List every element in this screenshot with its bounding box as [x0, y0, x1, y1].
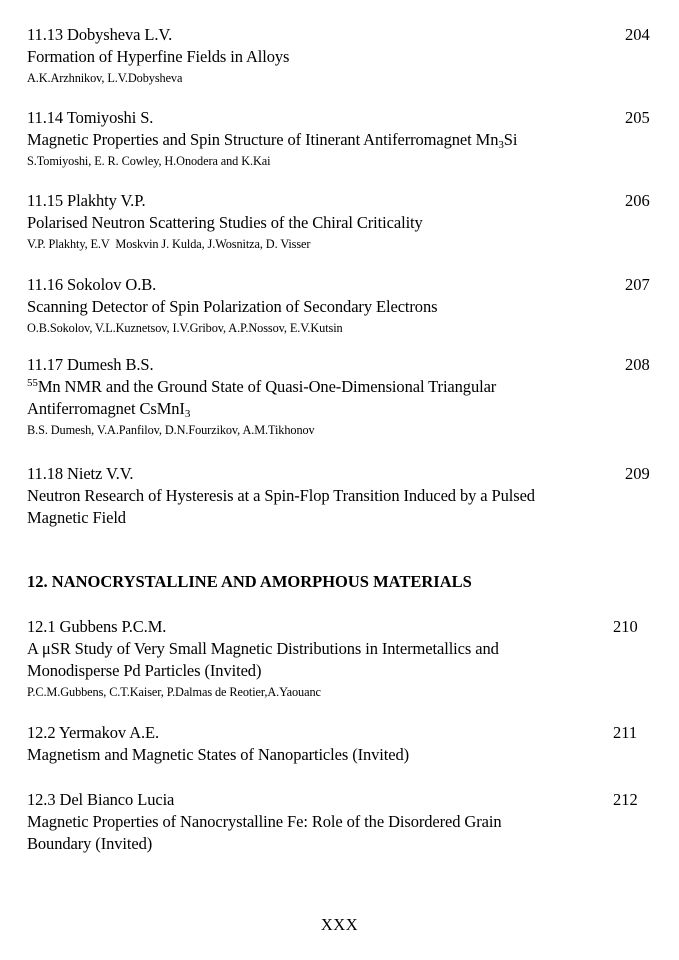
entry-title: Magnetism and Magnetic States of Nanoparticles (Invited): [27, 745, 410, 764]
entry-page-number: 205: [625, 108, 650, 127]
toc-entry-12-2: [27, 722, 657, 766]
toc-entry-11-18: [27, 463, 657, 529]
entry-head: 11.16 Sokolov O.B.: [27, 275, 157, 294]
entry-head: 11.14 Tomiyoshi S.: [27, 108, 154, 127]
entry-title-line2: Boundary (Invited): [27, 834, 153, 853]
toc-entry-11-17: [27, 354, 657, 438]
entry-head: 12.2 Yermakov A.E.: [27, 723, 160, 742]
entry-title: A μSR Study of Very Small Magnetic Distributions in Intermetallics and: [27, 639, 499, 658]
entry-page-number: 211: [613, 723, 638, 742]
toc-entry-11-15: [27, 190, 657, 252]
entry-head: 11.17 Dumesh B.S.: [27, 355, 154, 374]
entry-title-line2: Antiferromagnet CsMnI$_3$: [27, 399, 191, 420]
entry-title-line2: Monodisperse Pd Particles (Invited): [27, 661, 262, 680]
toc-entry-11-14: [27, 107, 657, 169]
section-heading: 12. NANOCRYSTALLINE AND AMORPHOUS MATERIALS: [27, 572, 472, 591]
entry-title: Polarised Neutron Scattering Studies of the Chiral Criticality: [27, 213, 423, 232]
entry-title-line2: Magnetic Field: [27, 508, 126, 527]
toc-entry-11-13: [27, 24, 657, 86]
toc-entry-11-16: [27, 274, 657, 336]
entry-authors: V.P. Plakhty, E.V Moskvin J. Kulda, J.Wosnitza, D. Visser: [27, 237, 311, 251]
entry-title: $^{55}$Mn NMR and the Ground State of Quasi-One-Dimensional Triangular: [27, 377, 497, 396]
entry-authors: P.C.M.Gubbens, C.T.Kaiser, P.Dalmas de Reotier,A.Yaouanc: [27, 685, 321, 699]
entry-authors: S.Tomiyoshi, E. R. Cowley, H.Onodera and K.Kai: [27, 154, 271, 168]
toc-entry-12-3: [27, 789, 657, 855]
entry-authors: B.S. Dumesh, V.A.Panfilov, D.N.Fourzikov, A.M.Tikhonov: [27, 423, 315, 437]
page-footer-number: XXX: [320, 915, 359, 934]
entry-page-number: 210: [613, 617, 638, 636]
entry-authors: A.K.Arzhnikov, L.V.Dobysheva: [27, 71, 183, 85]
entry-page-number: 208: [625, 355, 650, 374]
entry-page-number: 209: [625, 464, 650, 483]
entry-head: 12.1 Gubbens P.C.M.: [27, 617, 167, 636]
entry-title: Formation of Hyperfine Fields in Alloys: [27, 47, 290, 66]
entry-head: 11.18 Nietz V.V.: [27, 464, 134, 483]
entry-page-number: 207: [625, 275, 650, 294]
entry-head: 12.3 Del Bianco Lucia: [27, 790, 175, 809]
entry-page-number: 206: [625, 191, 650, 210]
entry-title: Neutron Research of Hysteresis at a Spin-Flop Transition Induced by a Pulsed: [27, 486, 535, 505]
entry-authors: O.B.Sokolov, V.L.Kuznetsov, I.V.Gribov, A.P.Nossov, E.V.Kutsin: [27, 321, 343, 335]
entry-title: Magnetic Properties and Spin Structure of Itinerant Antiferromagnet $Mn_3Si$: [27, 130, 518, 151]
entry-head: 11.13 Dobysheva L.V.: [27, 25, 173, 44]
entry-head: 11.15 Plakhty V.P.: [27, 191, 146, 210]
entry-page-number: 212: [613, 790, 638, 809]
entry-title: Scanning Detector of Spin Polarization of Secondary Electrons: [27, 297, 438, 316]
toc-entry-12-1: [27, 616, 657, 700]
entry-page-number: 204: [625, 25, 650, 44]
entry-title: Magnetic Properties of Nanocrystalline Fe: Role of the Disordered Grain: [27, 812, 502, 831]
